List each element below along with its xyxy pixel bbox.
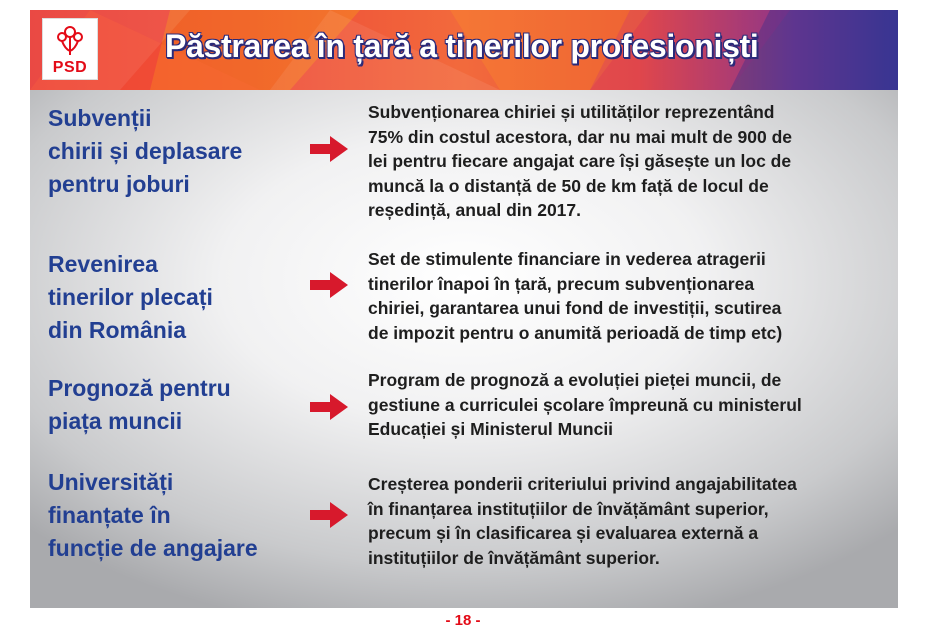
arrow-right-icon bbox=[310, 272, 348, 298]
arrow-right-icon bbox=[310, 502, 348, 528]
page-number: - 18 - bbox=[445, 612, 481, 629]
row-label-prognoza: Prognoză pentru piața muncii bbox=[48, 375, 231, 434]
arrow-right-icon bbox=[310, 394, 348, 420]
row-desc-universitati: Creșterea ponderii criteriului privind angajabilitatea în finanțarea instituțiilor de învățământ superior, precum și în clasificarea și evaluarea externă a instituțiilor de învățământ superior. bbox=[368, 474, 797, 568]
row-label-revenirea: Revenirea tinerilor plecați din România bbox=[48, 251, 213, 343]
rose-icon bbox=[53, 23, 87, 57]
row-label-subventii: Subvenții chirii și deplasare pentru joburi bbox=[48, 105, 243, 197]
logo-text: PSD bbox=[52, 59, 88, 76]
row-desc-prognoza: Program de prognoză a evoluției pieței muncii, de gestiune a curriculei școlare împreună cu ministerul Educației și Ministerul Muncii bbox=[368, 370, 802, 439]
header-banner bbox=[30, 10, 898, 90]
row-desc-revenirea: Set de stimulente financiare in vederea atragerii tinerilor înapoi în țară, precum subvenționarea chiriei, garantarea unui fond de investiții, scutirea de impozit pentru o anumită perioadă de timp etc) bbox=[368, 249, 783, 343]
row-label-universitati: Universități finanțate în funcție de angajare bbox=[48, 469, 258, 561]
arrow-right-icon bbox=[310, 136, 348, 162]
page-title: Păstrarea în țară a tinerilor profesioniști bbox=[165, 28, 759, 64]
slide bbox=[30, 10, 898, 608]
row-desc-subventii: Subvenționarea chiriei și utilităților reprezentând 75% din costul acestora, dar nu mai mult de 900 de lei pentru fiecare angajat care își găsește un loc de muncă la o distanță de 50 de km față de locul de reședință, anual din 2017. bbox=[368, 102, 793, 220]
psd-logo bbox=[42, 18, 98, 80]
